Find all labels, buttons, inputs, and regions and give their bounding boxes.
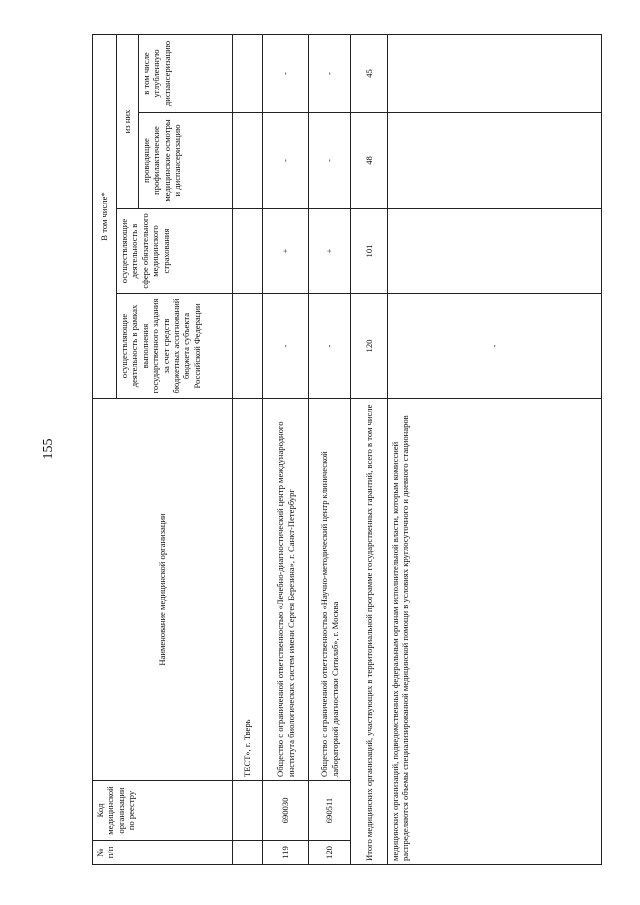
header-prof: проводящие профилактические медицинские осмотры и диспансеризацию bbox=[139, 113, 233, 209]
cell-deep bbox=[388, 34, 602, 112]
cell-budget: 120 bbox=[351, 294, 388, 399]
cell-budget: - bbox=[388, 294, 602, 399]
table-row bbox=[351, 34, 388, 864]
header-oms: осуществляющие деятельность в сфере обязательного медицинского страхования bbox=[117, 209, 233, 294]
rotated-table-page bbox=[92, 35, 602, 865]
cell-oms: 101 bbox=[351, 209, 388, 294]
cell-prof bbox=[233, 113, 263, 209]
cell-deep: - bbox=[263, 34, 309, 112]
cell-budget: - bbox=[309, 294, 351, 399]
cell-num: 120 bbox=[309, 841, 351, 865]
cell-prof: 48 bbox=[351, 113, 388, 209]
cell-name: Общество с ограниченной ответственностью «Научно-методический центр клинической лабораторной диагностики Ситилаб», г. Москва bbox=[309, 399, 351, 781]
cell-prof bbox=[388, 113, 602, 209]
header-deep: в том числе углубленную диспансеризацию bbox=[139, 34, 233, 112]
cell-deep: 45 bbox=[351, 34, 388, 112]
table-row bbox=[233, 34, 263, 864]
cell-deep bbox=[233, 34, 263, 112]
header-name: Наименование медицинской организации bbox=[93, 399, 233, 781]
cell-name: Общество с ограниченной ответственностью «Лечебно-диагностический центр международного института биологических систем имени Сергея Березина», г. Санкт-Петербург bbox=[263, 399, 309, 781]
header-num: № п/п bbox=[93, 841, 233, 865]
cell-code: 690511 bbox=[309, 781, 351, 841]
cell-code: 690030 bbox=[263, 781, 309, 841]
cell-prof: - bbox=[263, 113, 309, 209]
header-of-them: из них bbox=[117, 34, 139, 208]
cell-budget: - bbox=[263, 294, 309, 399]
page-number: 155 bbox=[41, 438, 56, 460]
table-row bbox=[263, 34, 309, 864]
cell-oms: + bbox=[309, 209, 351, 294]
cell-oms: + bbox=[263, 209, 309, 294]
cell-prof: - bbox=[309, 113, 351, 209]
medical-organizations-table bbox=[92, 34, 602, 865]
cell-num: 119 bbox=[263, 841, 309, 865]
cell-federal-name: медицинских организаций, подведомственных федеральным органам исполнительной власти, которым комиссией распределяются объемы специализированной медицинской помощи в условиях круглосуточного и дневного стационаров bbox=[388, 399, 602, 865]
cell-num bbox=[233, 841, 263, 865]
cell-total-name: Итого медицинских организаций, участвующих в территориальной программе государственных гарантий, всего в том числе bbox=[351, 399, 388, 865]
cell-name: ТЕСТ», г. Тверь bbox=[233, 399, 263, 781]
cell-code bbox=[233, 781, 263, 841]
cell-budget bbox=[233, 294, 263, 399]
header-including: В том числе* bbox=[93, 34, 117, 398]
table-row bbox=[309, 34, 351, 864]
cell-oms bbox=[388, 209, 602, 294]
cell-oms bbox=[233, 209, 263, 294]
cell-deep: - bbox=[309, 34, 351, 112]
header-budget: осуществляющие деятельность в рамках выполнения государственного задания за счет средств бюджетных ассигнований бюджета субъекта Российской Федерации bbox=[117, 294, 233, 399]
table-row bbox=[388, 34, 602, 864]
header-code: Код медицинской организации по реестру bbox=[93, 781, 233, 841]
